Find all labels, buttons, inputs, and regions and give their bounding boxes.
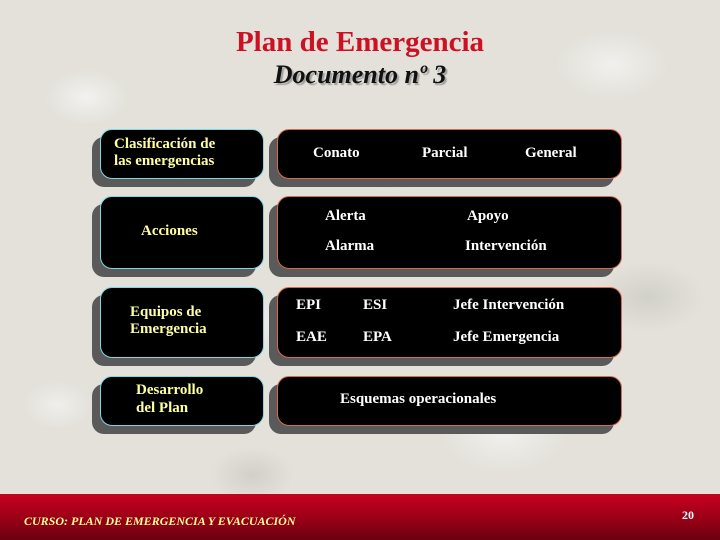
footer-bar — [0, 494, 720, 540]
item-conato: Conato — [313, 145, 360, 161]
item-apoyo: Apoyo — [467, 208, 509, 224]
content-box-acciones — [277, 196, 622, 269]
item-jefe-emergencia: Jefe Emergencia — [453, 329, 560, 345]
content-box-desarrollo — [277, 376, 622, 426]
item-esi: ESI — [363, 297, 388, 313]
page-number: 20 — [682, 508, 694, 522]
label-line: las emergencias — [114, 153, 215, 169]
page-title: Plan de Emergencia — [235, 26, 485, 58]
label-box-desarrollo — [100, 376, 264, 426]
item-general: General — [525, 145, 577, 161]
label-line: Equipos de — [130, 304, 202, 320]
content-box-clasificacion — [277, 129, 622, 179]
label-box-clasificacion — [100, 129, 264, 179]
label-line: Desarrollo — [136, 382, 204, 398]
label-line: del Plan — [136, 400, 189, 416]
item-parcial: Parcial — [422, 145, 468, 161]
item-alarma: Alarma — [325, 238, 375, 254]
item-alerta: Alerta — [325, 208, 366, 224]
label-line: Clasificación de — [114, 136, 216, 152]
item-jefe-intervencion: Jefe Intervención — [453, 297, 565, 313]
course-title: CURSO: PLAN DE EMERGENCIA Y EVACUACIÓN — [24, 514, 296, 528]
page-subtitle: Documento nº 3 — [273, 60, 447, 89]
item-epa: EPA — [363, 329, 392, 345]
item-intervencion: Intervención — [465, 238, 547, 254]
label-line: Emergencia — [130, 321, 207, 337]
content-box-equipos — [277, 287, 622, 358]
item-epi: EPI — [296, 297, 322, 313]
label-box-equipos — [100, 287, 264, 358]
item-esquemas: Esquemas operacionales — [340, 391, 497, 407]
item-eae: EAE — [296, 329, 327, 345]
label-line: Acciones — [141, 223, 198, 239]
label-box-acciones — [100, 196, 264, 269]
